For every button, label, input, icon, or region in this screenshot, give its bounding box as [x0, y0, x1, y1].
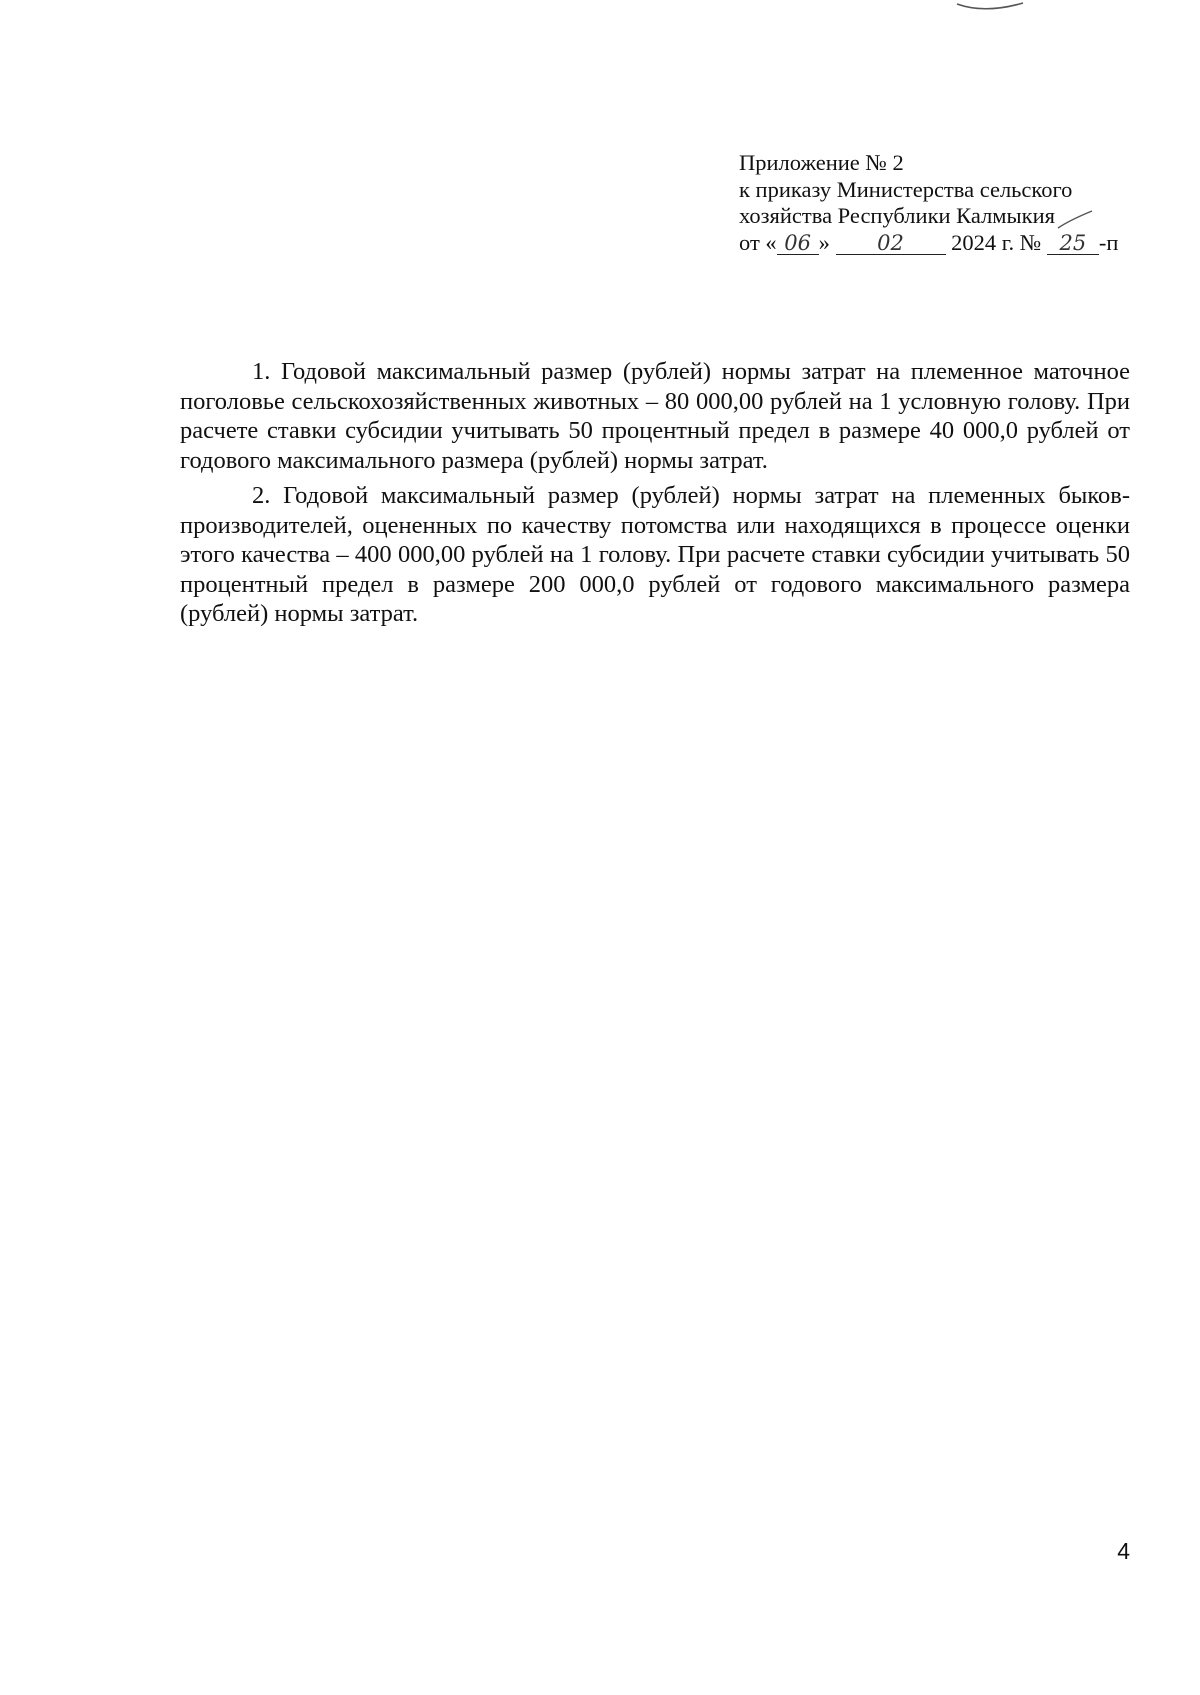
handwritten-month: 02 [836, 232, 946, 255]
pen-mark [955, 0, 1025, 14]
paragraph-2: 2. Годовой максимальный размер (рублей) нормы затрат на племенных быков-производителей, оцененных по качеству потомства или находящихся в процессе оценки этого качества – 400 000,00 рублей на 1 голову. При расчете ставки субсидии учитывать 50 процентный предел в размере 200 000,0 рублей от годового максимального размера (рублей) нормы затрат. [180, 482, 1130, 627]
signature-stroke [1056, 208, 1094, 232]
attachment-header [739, 150, 1139, 256]
date-prefix: от « [739, 229, 777, 255]
paragraph-1: 1. Годовой максимальный размер (рублей) нормы затрат на племенное маточное поголовье сельскохозяйственных животных – 80 000,00 рублей на 1 условную голову. При расчете ставки субсидии учитывать 50 процентный предел в размере 40 000,0 рублей от годового максимального размера (рублей) нормы затрат. [180, 358, 1130, 474]
attachment-title: Приложение № 2 [739, 150, 904, 175]
document-body [180, 357, 1130, 635]
page-number: 4 [1117, 1538, 1130, 1564]
attachment-date-line [739, 230, 1139, 257]
date-mid: » [818, 229, 836, 255]
number-suffix: -п [1098, 229, 1119, 255]
attachment-ministry-line: хозяйства Республики Калмыкия [739, 203, 1055, 228]
handwritten-day: 06 [777, 232, 819, 255]
year-text: 2024 г. № [945, 229, 1047, 255]
handwritten-order-number: 25 [1047, 232, 1099, 255]
attachment-order-line: к приказу Министерства сельского [739, 176, 1073, 202]
